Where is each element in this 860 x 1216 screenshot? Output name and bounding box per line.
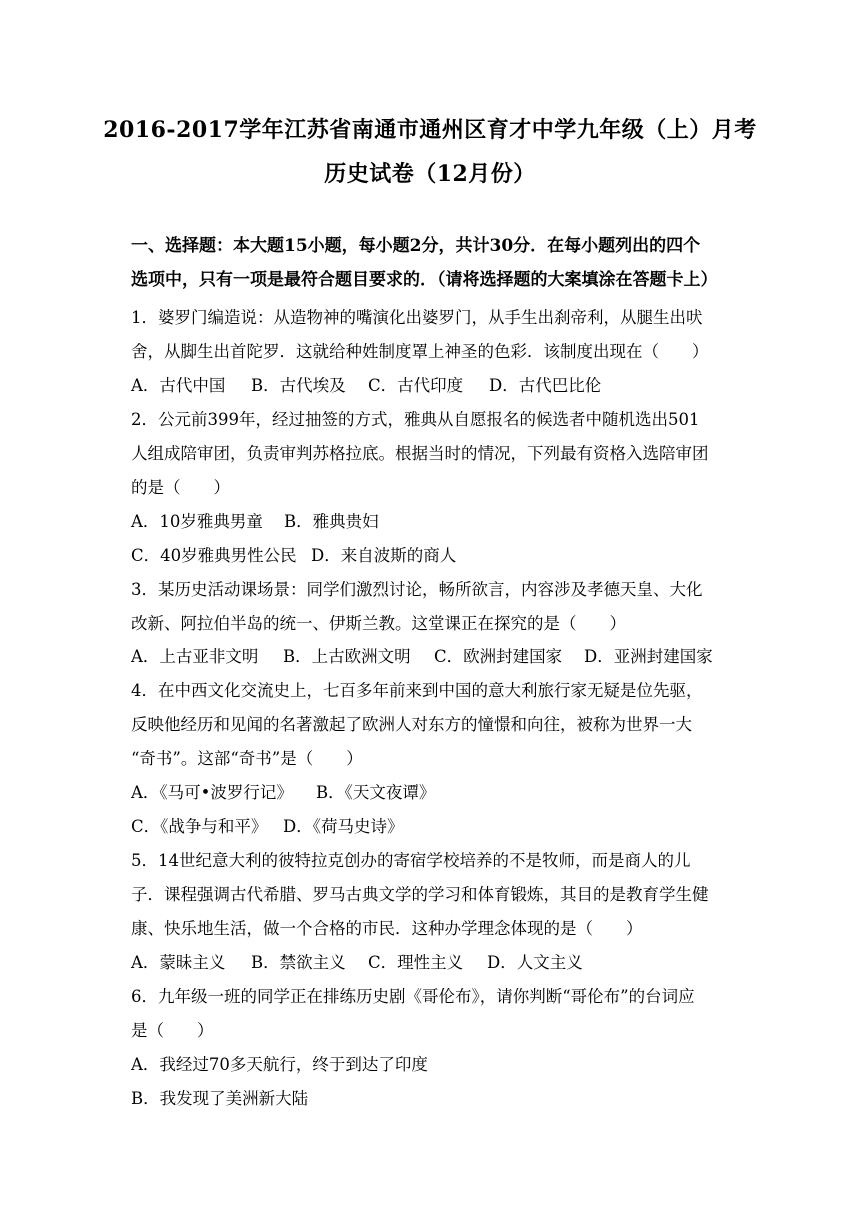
q5-option-d[interactable]: D．人文主义 (487, 953, 583, 972)
q6-option-b[interactable]: B．我发现了美洲新大陆 (131, 1089, 309, 1108)
q2-stem-line3: 的是（ ） (131, 478, 230, 497)
q2-option-d[interactable]: D．来自波斯的商人 (311, 546, 457, 565)
q4-stem-line2: 反映他经历和见闻的名著激起了欧洲人对东方的憧憬和向往，被称为世界一大 (131, 715, 692, 734)
exam-title-line1: 2016-2017学年江苏省南通市通州区育才中学九年级（上）月考 (103, 117, 757, 143)
q3-stem-line2: 改新、阿拉伯半岛的统一、伊斯兰教。这堂课正在探究的是（ ） (131, 614, 626, 633)
section-heading-line1: 一、选择题：本大题15小题，每小题2分，共计30分．在每小题列出的四个 (131, 236, 701, 256)
section-heading-line2: 选项中，只有一项是最符合题目要求的．（请将选择题的大案填涂在答题卡上） (131, 270, 718, 290)
q4-option-d[interactable]: D．《荷马史诗》 (283, 817, 404, 836)
q1-stem-line1: 1．婆罗门编造说：从造物神的嘴演化出婆罗门，从手生出刹帝利，从腿生出吠 (131, 308, 703, 327)
q3-option-b[interactable]: B．上古欧洲文明 (283, 647, 411, 666)
q2-option-c[interactable]: C．40岁雅典男性公民 (131, 546, 297, 565)
q6-stem-line2: 是（ ） (131, 1021, 214, 1040)
q5-stem-line2: 子．课程强调古代希腊、罗马古典文学的学习和体育锻炼，其目的是教育学生健 (131, 885, 709, 904)
q4-option-a[interactable]: A．《马可•波罗行记》 (131, 783, 293, 802)
q6-option-a[interactable]: A．我经过70多天航行，终于到达了印度 (131, 1055, 428, 1074)
q1-option-a[interactable]: A．古代中国 (131, 376, 226, 395)
q2-options-row2 (131, 542, 741, 566)
q3-stem-line1: 3．某历史活动课场景：同学们激烈讨论，畅所欲言，内容涉及孝德天皇、大化 (131, 580, 703, 599)
q1-options (131, 372, 741, 396)
q6-stem-line1: 6．九年级一班的同学正在排练历史剧《哥伦布》，请你判断“哥伦布”的台词应 (131, 987, 695, 1006)
q3-option-d[interactable]: D．亚洲封建国家 (584, 647, 713, 666)
exam-title-line2: 历史试卷（12月份） (324, 161, 536, 187)
q3-option-a[interactable]: A．上古亚非文明 (131, 647, 259, 666)
q5-option-a[interactable]: A．蒙昧主义 (131, 953, 226, 972)
q1-option-c[interactable]: C．古代印度 (368, 376, 464, 395)
q4-stem-line1: 4．在中西文化交流史上，七百多年前来到中国的意大利旅行家无疑是位先驱， (131, 681, 703, 700)
q4-options-row2 (131, 813, 741, 837)
q4-stem-line3: “奇书”。这部“奇书”是（ ） (131, 749, 363, 768)
q5-stem-line3: 康、快乐地生活，做一个合格的市民．这种办学理念体现的是（ ） (131, 919, 643, 938)
q1-stem-line2: 舍，从脚生出首陀罗．这就给种姓制度罩上神圣的色彩．该制度出现在（ ） (131, 342, 709, 361)
q1-option-b[interactable]: B．古代埃及 (251, 376, 346, 395)
q3-options (131, 643, 741, 667)
q3-option-c[interactable]: C．欧洲封建国家 (434, 647, 563, 666)
q2-option-a[interactable]: A．10岁雅典男童 (131, 512, 263, 531)
q4-option-c[interactable]: C．《战争与和平》 (131, 817, 268, 836)
q2-options-row1 (131, 508, 741, 532)
q1-option-d[interactable]: D．古代巴比伦 (489, 376, 602, 395)
q2-option-b[interactable]: B．雅典贵妇 (284, 512, 379, 531)
q5-option-c[interactable]: C．理性主义 (368, 953, 464, 972)
q5-stem-line1: 5．14世纪意大利的彼特拉克创办的寄宿学校培养的不是牧师，而是商人的儿 (131, 851, 691, 870)
q2-stem-line2: 人组成陪审团，负责审判苏格拉底。根据当时的情况，下列最有资格入选陪审团 (131, 444, 709, 463)
q5-options (131, 949, 741, 973)
q4-option-b[interactable]: B．《天文夜谭》 (316, 783, 436, 802)
q5-option-b[interactable]: B．禁欲主义 (251, 953, 346, 972)
q4-options-row1 (131, 779, 741, 803)
q2-stem-line1: 2．公元前399年，经过抽签的方式，雅典从自愿报名的候选者中随机选出501 (131, 410, 700, 429)
